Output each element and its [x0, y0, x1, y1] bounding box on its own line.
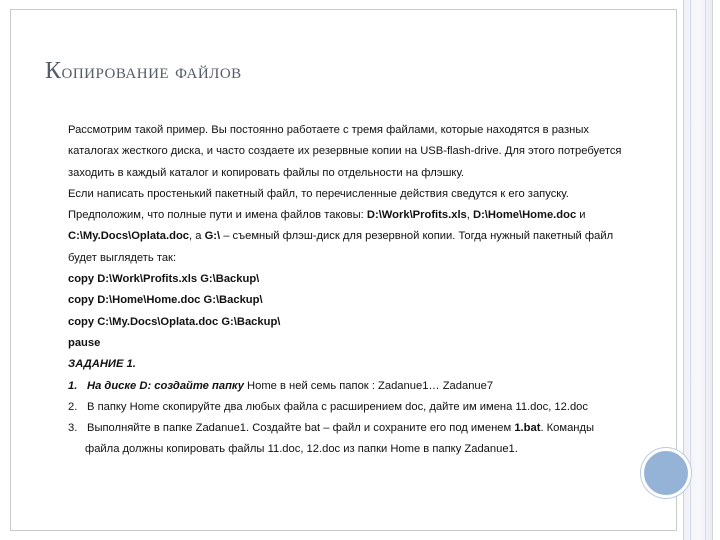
path-home: D:\Home\Home.doc [473, 209, 577, 222]
command-line: copy D:\Home\Home.doc G:\Backup\ [68, 294, 263, 307]
paragraph-line: Рассмотрим такой пример. Вы постоянно работаете с тремя файлами, которые находятся в разных [68, 124, 589, 136]
text-span: и [576, 209, 586, 222]
task-heading: ЗАДАНИЕ 1. [68, 358, 136, 371]
right-decorative-bar [683, 0, 713, 540]
path-profits: D:\Work\Profits.xls [366, 209, 467, 222]
command-line: copy D:\Work\Profits.xls G:\Backup\ [68, 273, 260, 286]
task-text: В папку Home скопируйте два любых файла с расширением doc, дайте им имена 11.doc, 12.doc [87, 400, 588, 413]
text-span: , а [189, 230, 205, 243]
command-line: pause [68, 336, 101, 349]
task-text: Home в ней семь папок : Zadanue1… Zadanue7 [247, 379, 494, 392]
task-item-3-continued: файла должны копировать файлы 11.doc, 12.doc из папки Home в папку Zadanue1. [85, 443, 518, 456]
task-text-emph: На диске D: создайте папку [87, 379, 248, 392]
paragraph-line: будет выглядеть так: [68, 251, 177, 264]
slide-title [45, 58, 242, 85]
slide-content [68, 120, 668, 461]
path-g-drive: G:\ [204, 230, 221, 243]
path-oplata: C:\My.Docs\Oplata.doc [68, 230, 190, 243]
task-number: 3. [68, 422, 78, 435]
command-line: copy C:\My.Docs\Oplata.doc G:\Backup\ [68, 315, 281, 328]
paragraph-line: заходить в каждый каталог и копировать файлы по отдельности на флэшку. [68, 166, 465, 179]
decorative-circle [641, 448, 691, 498]
slide-title-rest: опирование файлов [61, 58, 242, 83]
task-number: 1. [68, 379, 78, 392]
paragraph-line: Если написать простенький пакетный файл, то перечисленные действия сведутся к его запуску. [68, 187, 569, 200]
text-span: , [466, 209, 473, 222]
task-item-1 [68, 376, 668, 397]
task-item-2 [68, 397, 668, 418]
task-number: 2. [68, 400, 78, 413]
slide-title-initial: К [45, 58, 62, 84]
bat-filename: 1.bat [514, 422, 541, 435]
paragraph-line [68, 226, 668, 247]
task-item-3 [68, 418, 668, 439]
task-text: Выполняйте в папке Zadanue1. Создайте bat – файл и сохраните его под именем [87, 422, 515, 435]
text-span: – съемный флэш-диск для резервной копии. Тогда нужный пакетный файл [220, 230, 614, 243]
paragraph-line: каталогах жесткого диска, и часто создаете их резервные копии на USB-flash-drive. Для этого потребуется [68, 145, 622, 158]
paragraph-line [68, 205, 668, 226]
text-span: Предположим, что полные пути и имена файлов таковы: [68, 209, 367, 222]
task-text: . Команды [540, 422, 595, 435]
